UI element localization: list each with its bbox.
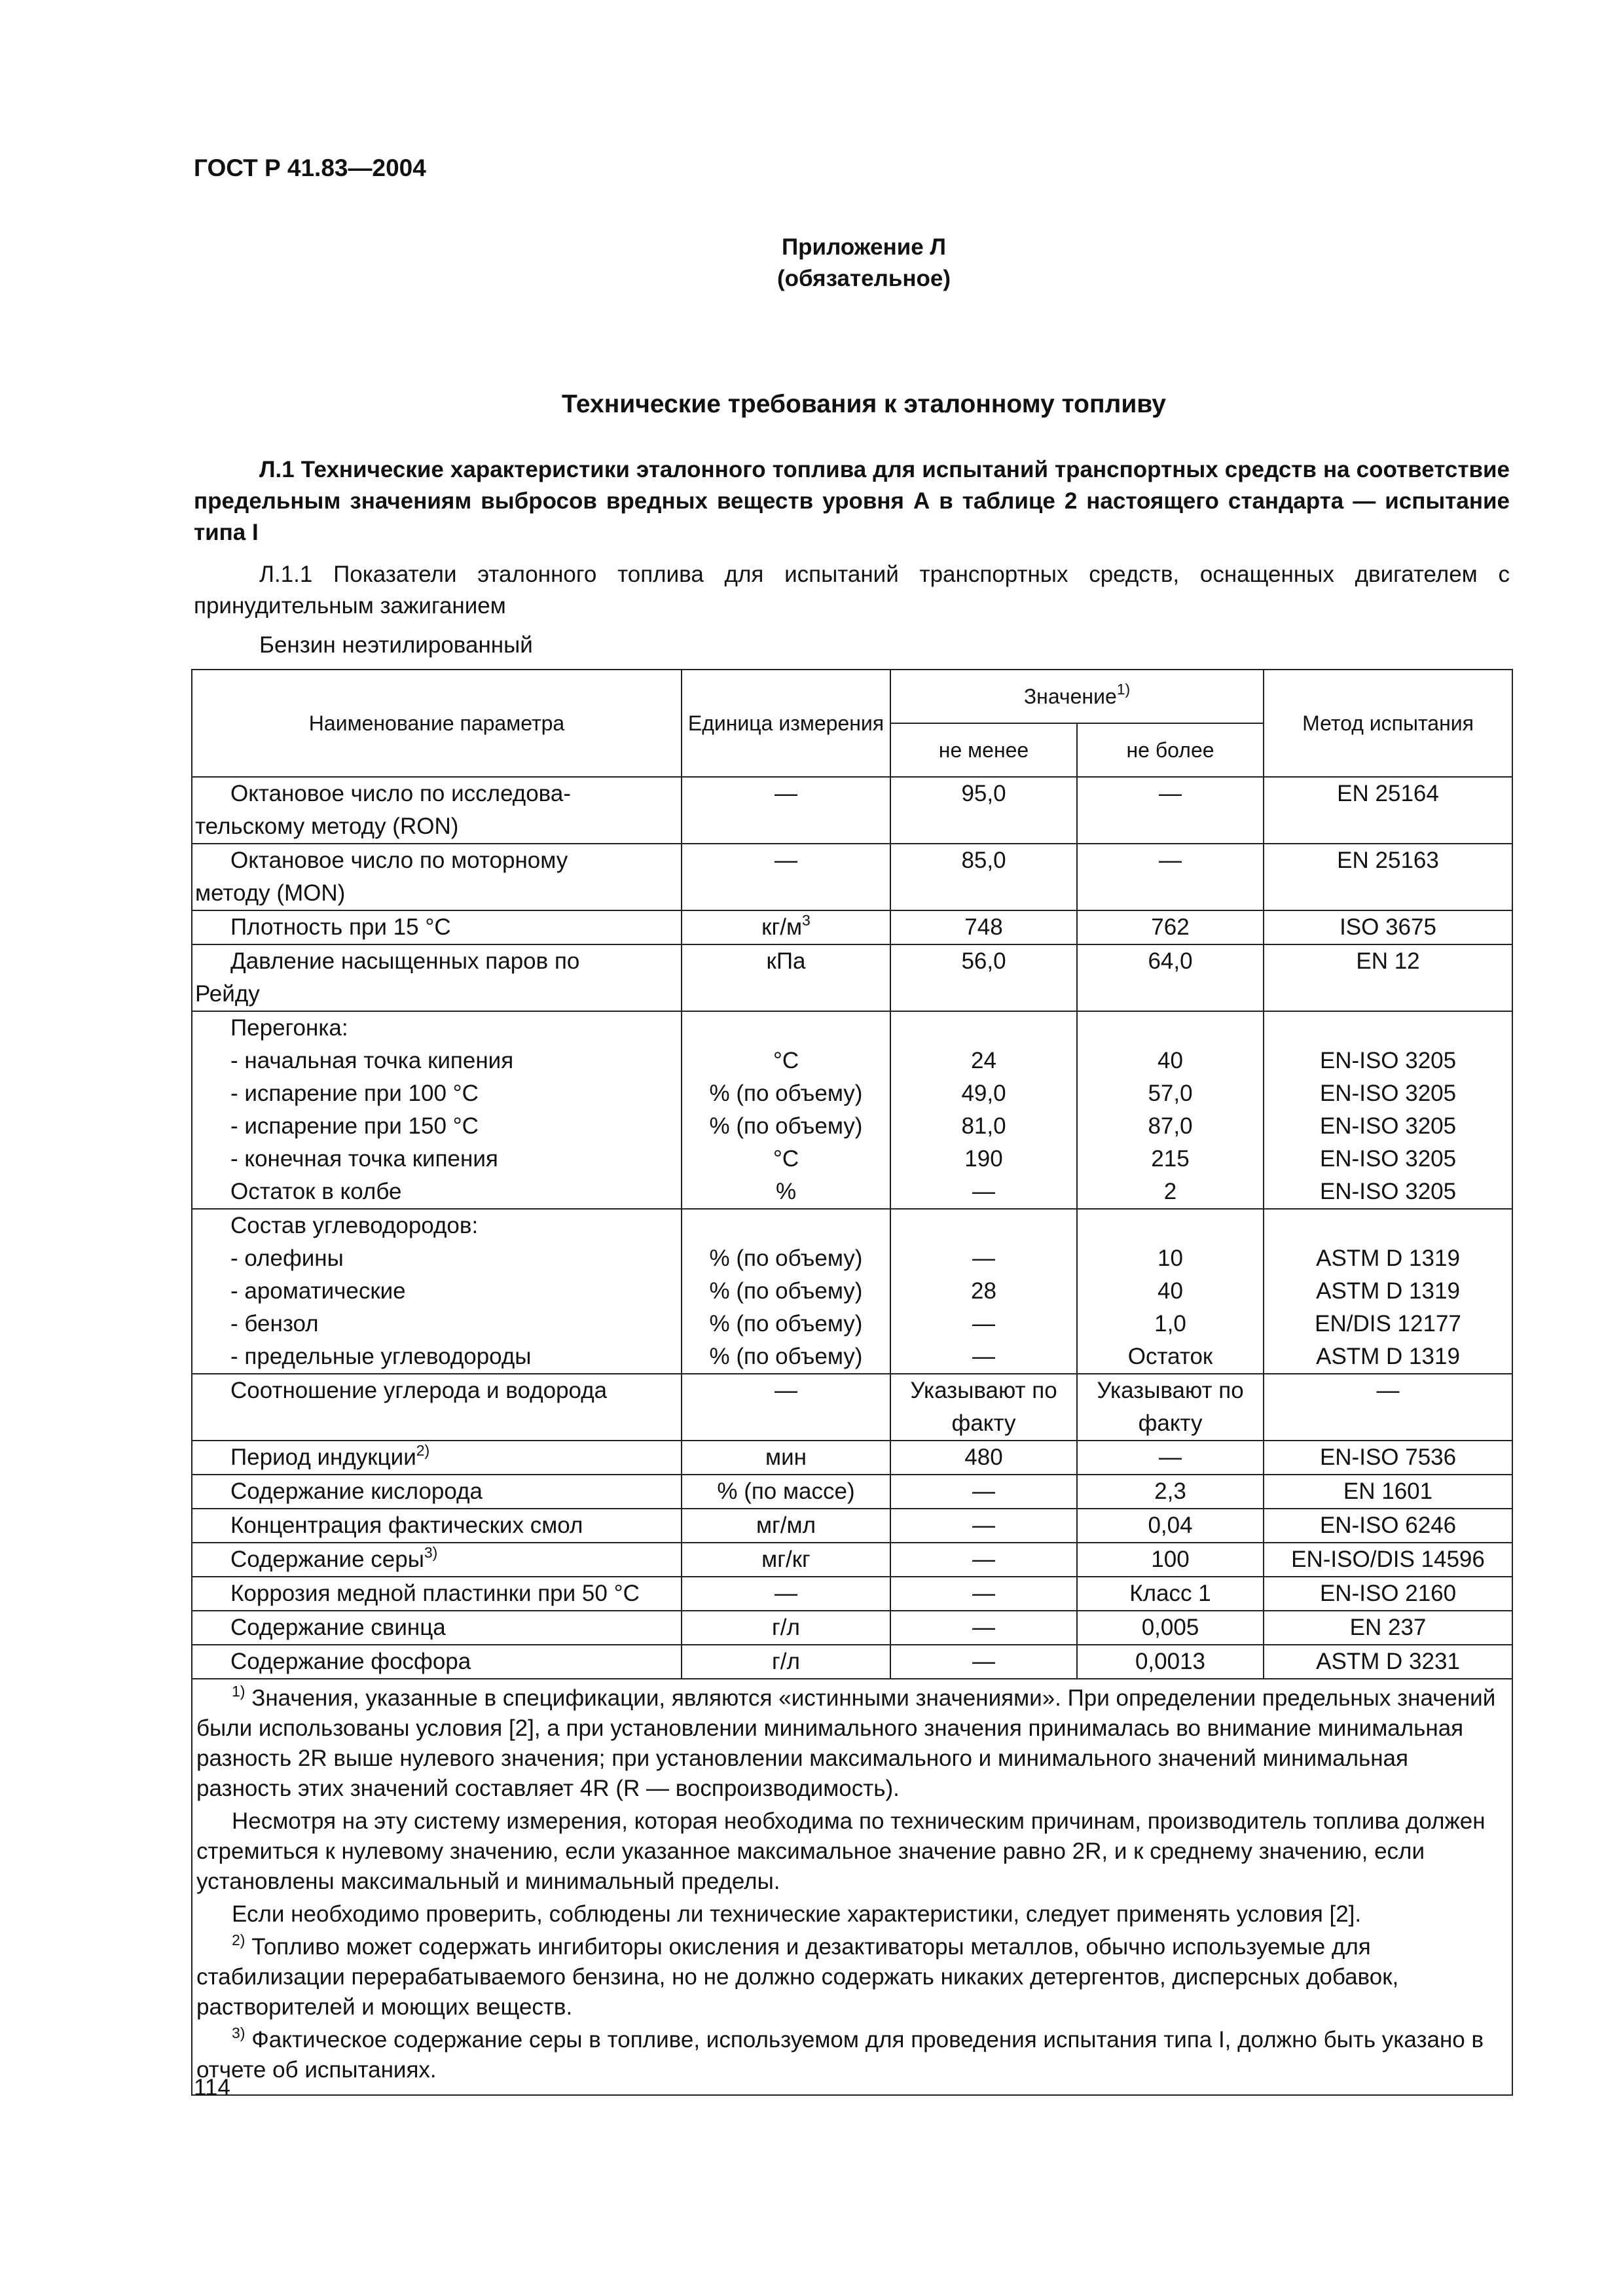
header-unit: Единица измерения xyxy=(682,670,890,777)
hydrocarbon-group: Состав углеводородов: - олефины - ароматические - бензол - предельные углеводороды % (по объему) % (по объему) % (по объему) % (по объему) — 28 — — 10 40 1,0 Остаток ASTM D 1319 ASTM D 1319 EN/DIS 12177 ASTM D 1319 xyxy=(192,1209,1512,1374)
header-min: не менее xyxy=(890,723,1077,777)
footnote-1-continued: Несмотря на эту систему измерения, которая необходима по техническим причинам, производитель топлива должен стремиться к нулевому значению, если указанное максимальное значение равно 2R, и к среднему значению, если установлены максимальный и минимальный пределы. xyxy=(196,1808,1486,1894)
table-row: Октановое число по исследова- тельскому методу (RON) — 95,0 — EN 25164 xyxy=(192,777,1512,844)
table-row: Период индукции$^{2)}$ мин 480 — EN-ISO 7536 xyxy=(192,1441,1512,1475)
header-value: Значение$^{1)}$ xyxy=(890,670,1264,723)
table-row: Плотность при 15 °С $кг/м^3$ 748 762 ISO 3675 xyxy=(192,910,1512,944)
page-number: 114 xyxy=(194,2075,230,2100)
annex-status: (обязательное) xyxy=(776,266,951,291)
table-row: Октановое число по моторному методу (MON) — 85,0 — EN 25163 xyxy=(192,844,1512,910)
table-footnotes xyxy=(192,1679,1512,2095)
footnote-1-conditions: Если необходимо проверить, соблюдены ли технические характеристики, следует применять условия [2]. xyxy=(232,1901,1362,1927)
table-row: Коррозия медной пластинки при 50 °С — — Класс 1 EN-ISO 2160 xyxy=(192,1577,1512,1611)
clause-1-1: Л.1.1 Показатели эталонного топлива для испытаний транспортных средств, оснащенных двигателем с принудительным зажиганием xyxy=(194,562,1510,619)
annex-title: Приложение Л xyxy=(782,234,946,260)
table-row: Давление насыщенных паров по Рейду кПа 56,0 64,0 EN 12 xyxy=(192,944,1512,1011)
footnote-1: $^{1)}$ Значения, указанные в спецификации, являются «истинными значениями». При определении предельных значений были использованы условия [2], а при установлении минимального значения принималась во внимание минимальная разность 2R выше нулевого значения; при установлении максимального и минимального значений минимальная разность этих значений составляет 4R (R — воспроизводимость). xyxy=(196,1683,1496,1801)
footnote-2: $^{2)}$ Топливо может содержать ингибиторы окисления и дезактиваторы металлов, обычно используемые для стабилизации перерабатываемого бензина, но не должно содержать никаких детергентов, дисперсных добавок, растворителей и моющих веществ. xyxy=(196,1931,1399,2020)
clause-1: Л.1 Технические характеристики эталонного топлива для испытаний транспортных средств на соответствие предельным значениям выбросов вредных веществ уровня А в таблице 2 настоящего стандарта — испытание типа I xyxy=(194,457,1510,545)
table-row: Концентрация фактических смол мг/мл — 0,04 EN-ISO 6246 xyxy=(192,1509,1512,1543)
header-method: Метод испытания xyxy=(1264,670,1512,777)
fuel-spec-table xyxy=(191,669,1512,2096)
distillation-group: Перегонка: - начальная точка кипения - испарение при 100 °С - испарение при 150 °С - конечная точка кипения Остаток в колбе °С % (по объему) % (по объему) °С % 24 49,0 81,0 190 — 40 57,0 87,0 215 2 EN-ISO 3205 EN-ISO 3205 EN-ISO 3205 EN-ISO 3205 EN-ISO 3205 xyxy=(192,1011,1512,1209)
section-title: Технические требования к эталонному топливу xyxy=(561,390,1167,418)
table-row: Содержание серы$^{3)}$ мг/кг — 100 EN-ISO/DIS 14596 xyxy=(192,1543,1512,1577)
footnote-3: $^{3)}$ Фактическое содержание серы в топливе, используемом для проведения испытания типа I, должно быть указано в отчете об испытаниях. xyxy=(196,2024,1484,2083)
table-row: Содержание кислорода % (по массе) — 2,3 EN 1601 xyxy=(192,1475,1512,1509)
fuel-label: Бензин неэтилированный xyxy=(259,632,533,658)
table-row: Содержание свинца г/л — 0,005 EN 237 xyxy=(192,1611,1512,1645)
table-row: Соотношение углерода и водорода — Указывают по факту Указывают по факту — xyxy=(192,1374,1512,1441)
annex-heading xyxy=(0,232,1623,295)
header-max: не более xyxy=(1077,723,1264,777)
header-param: Наименование параметра xyxy=(192,670,682,777)
standard-code: ГОСТ Р 41.83—2004 xyxy=(194,154,426,181)
table-row: Содержание фосфора г/л — 0,0013 ASTM D 3231 xyxy=(192,1645,1512,1679)
